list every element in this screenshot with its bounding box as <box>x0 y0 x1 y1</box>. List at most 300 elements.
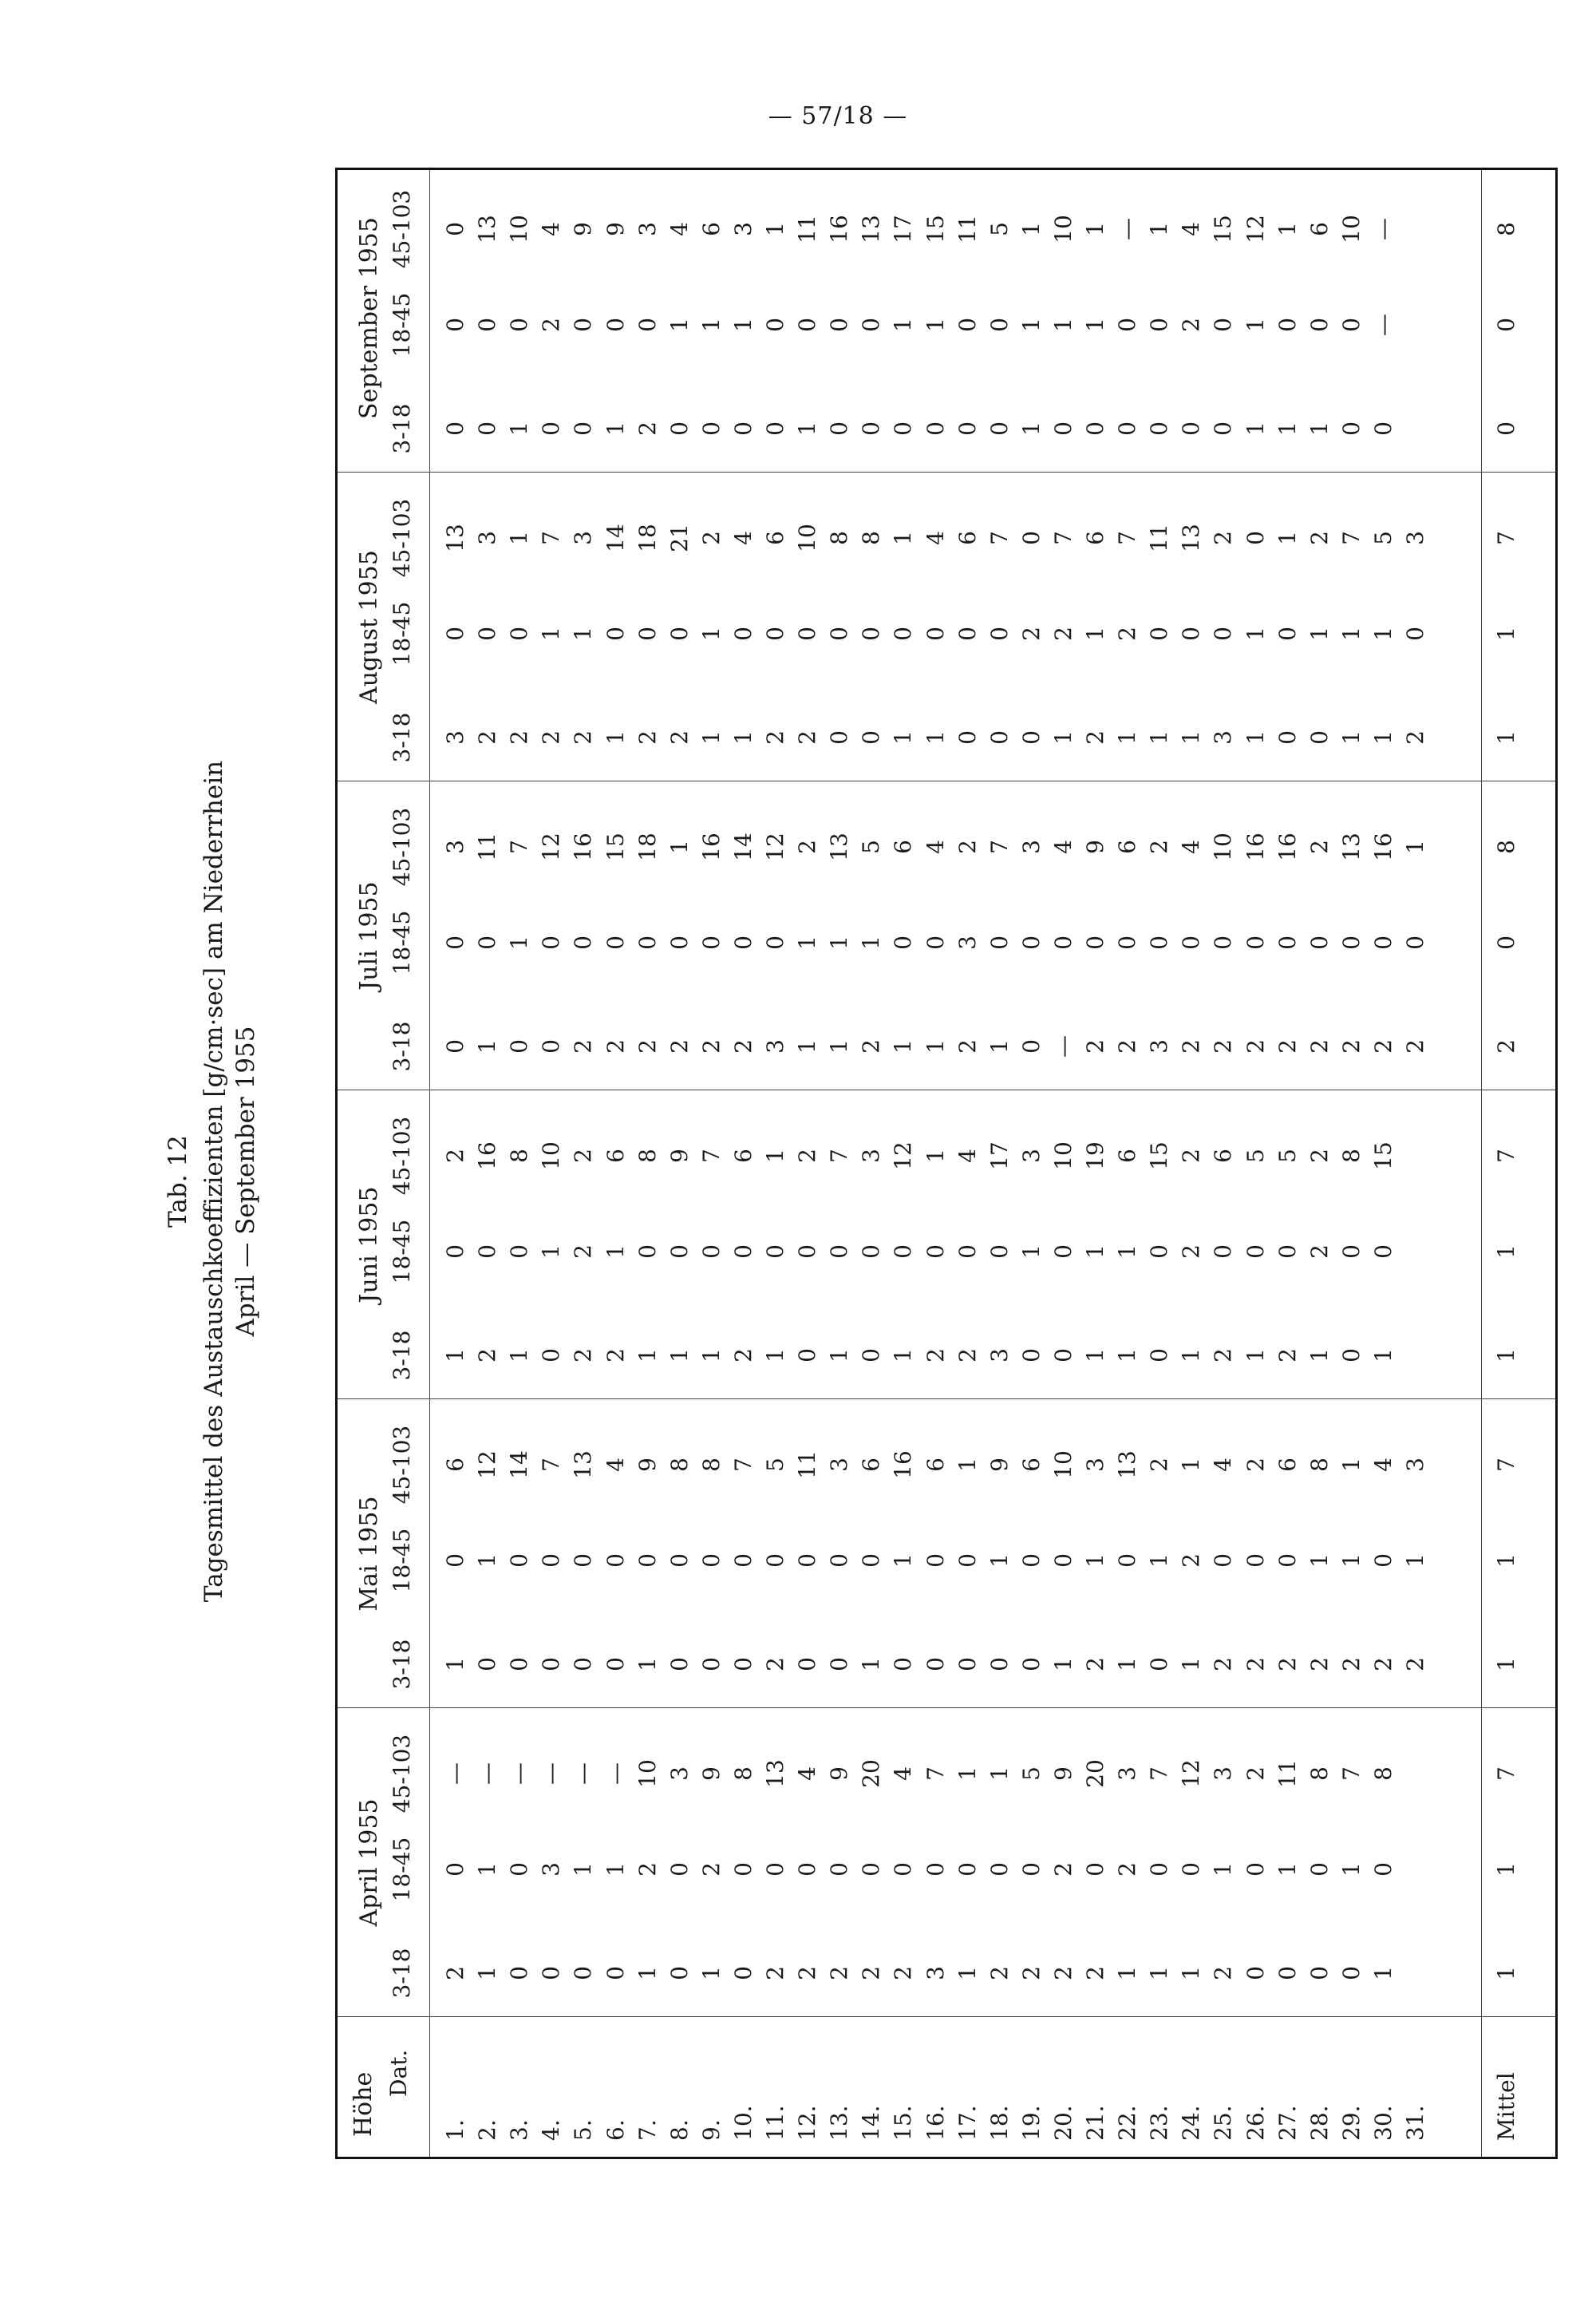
table-cell: 2 <box>634 1039 661 1054</box>
table-cell: 2 <box>1369 1039 1396 1054</box>
table-cell: 3 <box>1402 531 1428 545</box>
table-cell: 0 <box>922 1244 949 1259</box>
table-cell: 1 <box>506 1348 533 1363</box>
table-cell: 2 <box>602 1348 629 1363</box>
table-cell: 1 <box>1178 1458 1205 1472</box>
table-cell: 0 <box>570 421 597 436</box>
table-cell: 0 <box>858 730 885 745</box>
month-header: April 1955 <box>355 1798 383 1927</box>
table-cell: 4 <box>1049 840 1077 854</box>
table-cell: 0 <box>538 421 565 436</box>
table-cell: 0 <box>506 1966 533 1980</box>
table-cell: 0 <box>1049 935 1077 950</box>
table-cell: 0 <box>729 1553 757 1568</box>
table-cell: 1 <box>1114 1244 1141 1259</box>
table-cell: 8 <box>1306 1766 1333 1781</box>
table-cell: 0 <box>634 1553 661 1568</box>
table-cell: 2 <box>1082 1039 1108 1054</box>
table-cell: 6 <box>762 531 788 545</box>
table-cell: 0 <box>634 1244 661 1259</box>
table-cell: 21 <box>666 524 693 552</box>
table-cell: 10 <box>1049 215 1077 243</box>
table-cell: 0 <box>826 730 853 745</box>
mean-cell: 1 <box>1493 730 1519 745</box>
table-cell: 1 <box>634 1348 661 1363</box>
table-cell: 3 <box>666 1766 693 1781</box>
table-cell: 13 <box>1178 524 1205 552</box>
table-cell: — <box>506 1762 533 1785</box>
table-cell: 2 <box>697 1039 725 1054</box>
table-cell: 1 <box>538 627 565 641</box>
table-caption <box>156 168 331 2195</box>
height-subheader: 3-18 <box>389 712 415 763</box>
table-cell: 1 <box>954 1766 981 1781</box>
table-cell: 1 <box>506 531 533 545</box>
table-cell: 1 <box>442 1348 468 1363</box>
date-label: 30. <box>1369 2105 1396 2141</box>
table-cell: 0 <box>1017 730 1045 745</box>
table-cell: 2 <box>1178 318 1205 332</box>
date-label: 15. <box>890 2105 917 2141</box>
table-cell: 1 <box>826 1348 853 1363</box>
table-cell: 0 <box>1337 1348 1365 1363</box>
table-cell: 0 <box>602 318 629 332</box>
table-cell: 0 <box>1178 627 1205 641</box>
header-hoehe: Höhe <box>350 2071 377 2137</box>
table-cell: 9 <box>1049 1766 1077 1781</box>
table-cell: 0 <box>922 1657 949 1671</box>
table-cell: 0 <box>826 318 853 332</box>
table-cell: 3 <box>1017 840 1045 854</box>
table-cell: 2 <box>1146 840 1173 854</box>
table-cell: 0 <box>1210 318 1237 332</box>
table-cell: 2 <box>1306 1039 1333 1054</box>
table-period: April — September 1955 <box>231 1026 260 1337</box>
table-cell: 14 <box>729 833 757 861</box>
table-cell: 0 <box>602 1966 629 1980</box>
table-number: Tab. 12 <box>164 1135 192 1228</box>
table-cell: 0 <box>826 627 853 641</box>
table-cell: 2 <box>442 1966 468 1980</box>
table-cell: 2 <box>1242 1657 1269 1671</box>
mean-cell: 7 <box>1493 1766 1519 1781</box>
table-cell: 0 <box>1274 1244 1301 1259</box>
table-cell: 15 <box>1146 1141 1173 1170</box>
table-cell: — <box>1369 314 1396 336</box>
table-cell: 1 <box>1146 1553 1173 1568</box>
table-cell: 20 <box>1082 1759 1108 1788</box>
table-cell: 0 <box>634 627 661 641</box>
table-cell: 2 <box>1210 1966 1237 1980</box>
table-cell: 0 <box>986 421 1013 436</box>
table-cell: 0 <box>954 1553 981 1568</box>
table-cell: 1 <box>474 1039 501 1054</box>
table-cell: 10 <box>794 524 821 552</box>
table-cell: 1 <box>1178 1657 1205 1671</box>
table-cell: 2 <box>794 730 821 745</box>
table-cell: 2 <box>570 1348 597 1363</box>
table-cell: 0 <box>570 1966 597 1980</box>
table-cell: 1 <box>762 1149 788 1163</box>
table-cell: 2 <box>1210 1039 1237 1054</box>
table-cell: 0 <box>506 318 533 332</box>
table-cell: 16 <box>826 215 853 243</box>
table-cell: 1 <box>1082 318 1108 332</box>
table-cell: 4 <box>922 531 949 545</box>
table-cell: 0 <box>986 1244 1013 1259</box>
table-cell: 0 <box>1178 1862 1205 1877</box>
table-cell: 2 <box>794 1966 821 1980</box>
month-header: September 1955 <box>355 217 383 419</box>
height-subheader: 3-18 <box>389 1021 415 1072</box>
table-cell: 16 <box>697 833 725 861</box>
table-cell: 2 <box>1306 1244 1333 1259</box>
table-cell: 7 <box>697 1149 725 1163</box>
table-cell: 2 <box>634 1862 661 1877</box>
table-cell: 0 <box>697 1553 725 1568</box>
table-cell: 1 <box>1146 730 1173 745</box>
table-cell: 0 <box>954 318 981 332</box>
table-cell: 2 <box>794 1149 821 1163</box>
table-cell: 0 <box>474 935 501 950</box>
height-subheader: 45-103 <box>389 1425 415 1505</box>
table-cell: 0 <box>1337 1966 1365 1980</box>
table-cell: 4 <box>922 840 949 854</box>
table-cell: 1 <box>794 421 821 436</box>
table-cell: 0 <box>762 1244 788 1259</box>
table-cell: 2 <box>1210 1348 1237 1363</box>
table-cell: 1 <box>697 627 725 641</box>
table-cell: 0 <box>762 1553 788 1568</box>
date-label: 23. <box>1146 2105 1173 2141</box>
table-cell: 0 <box>1337 318 1365 332</box>
table-cell: 0 <box>538 1657 565 1671</box>
table-cell: 3 <box>1146 1039 1173 1054</box>
table-cell: 0 <box>442 421 468 436</box>
table-cell: 0 <box>538 1348 565 1363</box>
table-cell: 0 <box>697 1657 725 1671</box>
table-cell: 1 <box>1306 1348 1333 1363</box>
table-cell: 0 <box>602 627 629 641</box>
table-cell: 0 <box>858 627 885 641</box>
table-cell: 16 <box>1369 833 1396 861</box>
table-cell: 0 <box>954 1244 981 1259</box>
mean-cell: 7 <box>1493 1149 1519 1163</box>
table-cell: 0 <box>986 1862 1013 1877</box>
table-cell: 1 <box>1274 222 1301 236</box>
table-cell: 2 <box>1306 1657 1333 1671</box>
table-cell: 16 <box>1274 833 1301 861</box>
table-cell: 0 <box>442 1039 468 1054</box>
table-cell: 2 <box>922 1348 949 1363</box>
table-cell: 2 <box>1178 1553 1205 1568</box>
table-cell: 3 <box>538 1862 565 1877</box>
table-cell: 1 <box>474 1553 501 1568</box>
table-cell: 11 <box>794 215 821 243</box>
table-cell: 13 <box>474 215 501 243</box>
table-cell: 0 <box>474 1244 501 1259</box>
mean-cell: 1 <box>1493 627 1519 641</box>
month-divider <box>338 472 1555 473</box>
table-cell: 2 <box>858 1039 885 1054</box>
table-cell: 0 <box>922 935 949 950</box>
table-cell: 1 <box>762 1348 788 1363</box>
table-cell: 0 <box>666 627 693 641</box>
date-label: 22. <box>1114 2105 1141 2141</box>
table-cell: 10 <box>1337 215 1365 243</box>
table-cell: 1 <box>1369 730 1396 745</box>
table-cell: 2 <box>538 730 565 745</box>
table-cell: 1 <box>634 1657 661 1671</box>
date-label: 11. <box>762 2105 788 2141</box>
height-subheader: 3-18 <box>389 1948 415 1999</box>
table-cell: 1 <box>986 1553 1013 1568</box>
table-cell: 1 <box>986 1766 1013 1781</box>
table-cell: 20 <box>858 1759 885 1788</box>
table-cell: 2 <box>1306 1149 1333 1163</box>
table-cell: 7 <box>1049 531 1077 545</box>
table-cell: 10 <box>1049 1450 1077 1479</box>
table-cell: 0 <box>1337 421 1365 436</box>
table-cell: 1 <box>1017 1244 1045 1259</box>
table-cell: 0 <box>858 1862 885 1877</box>
table-cell: 0 <box>474 1657 501 1671</box>
table-cell: 16 <box>474 1141 501 1170</box>
table-cell: 18 <box>634 833 661 861</box>
table-cell: 5 <box>1369 531 1396 545</box>
rotated-table-block <box>156 168 1519 2195</box>
table-cell: 0 <box>1049 1553 1077 1568</box>
table-cell: 1 <box>697 730 725 745</box>
table-cell: — <box>538 1762 565 1785</box>
table-cell: 9 <box>634 1458 661 1472</box>
table-cell: 1 <box>1337 730 1365 745</box>
table-cell: 0 <box>570 1553 597 1568</box>
table-cell: 1 <box>1369 1348 1396 1363</box>
table-cell: 1 <box>474 1966 501 1980</box>
table-cell: 1 <box>1274 1862 1301 1877</box>
table-cell: 9 <box>666 1149 693 1163</box>
table-cell: 1 <box>1306 1553 1333 1568</box>
table-cell: — <box>1114 218 1141 240</box>
table-cell: 1 <box>506 421 533 436</box>
table-cell: 6 <box>729 1149 757 1163</box>
table-cell: 3 <box>1114 1766 1141 1781</box>
date-label: 9. <box>697 2119 725 2141</box>
table-cell: 6 <box>1306 222 1333 236</box>
table-cell: 6 <box>922 1458 949 1472</box>
date-label: 18. <box>986 2105 1013 2141</box>
table-cell: 2 <box>1082 1657 1108 1671</box>
table-cell: 0 <box>794 1348 821 1363</box>
table-cell: 2 <box>442 1149 468 1163</box>
table-cell: 2 <box>1017 1966 1045 1980</box>
table-cell: 0 <box>858 421 885 436</box>
date-label: 6. <box>602 2119 629 2141</box>
table-cell: 8 <box>697 1458 725 1472</box>
table-cell: 0 <box>794 627 821 641</box>
table-cell: 0 <box>1242 531 1269 545</box>
table-cell: 0 <box>442 1244 468 1259</box>
table-cell: — <box>1049 1035 1077 1058</box>
table-cell: 6 <box>890 840 917 854</box>
table-cell: 2 <box>986 1966 1013 1980</box>
table-cell: 0 <box>762 935 788 950</box>
table-cell: 1 <box>1242 421 1269 436</box>
table-cell: 11 <box>474 833 501 861</box>
table-cell: 2 <box>1306 531 1333 545</box>
table-cell: 1 <box>570 1862 597 1877</box>
table-cell: 11 <box>1274 1759 1301 1788</box>
table-cell: 2 <box>1274 1039 1301 1054</box>
table-cell: — <box>570 1762 597 1785</box>
table-cell: 0 <box>570 318 597 332</box>
table-cell: 1 <box>890 318 917 332</box>
table-cell: 0 <box>1274 627 1301 641</box>
table-cell: 9 <box>570 222 597 236</box>
table-cell: 1 <box>1017 222 1045 236</box>
data-table <box>335 168 1558 2159</box>
table-cell: 0 <box>1049 1348 1077 1363</box>
date-label: 21. <box>1082 2105 1108 2141</box>
table-cell: — <box>602 1762 629 1785</box>
table-cell: 0 <box>1274 1553 1301 1568</box>
table-cell: 7 <box>538 1458 565 1472</box>
table-cell: 0 <box>922 1862 949 1877</box>
table-cell: 0 <box>922 1553 949 1568</box>
table-cell: 1 <box>1337 1553 1365 1568</box>
table-cell: 1 <box>1178 1966 1205 1980</box>
table-cell: 0 <box>1017 1039 1045 1054</box>
table-cell: 0 <box>826 421 853 436</box>
table-cell: 0 <box>506 1039 533 1054</box>
table-cell: 2 <box>1049 627 1077 641</box>
table-cell: 1 <box>666 318 693 332</box>
table-cell: 1 <box>1082 1553 1108 1568</box>
table-cell: 1 <box>1274 531 1301 545</box>
table-cell: 2 <box>1114 1039 1141 1054</box>
table-cell: 1 <box>1049 730 1077 745</box>
table-cell: 1 <box>1210 1862 1237 1877</box>
mittel-label: Mittel <box>1493 2072 1519 2141</box>
table-cell: 4 <box>794 1766 821 1781</box>
table-cell: 0 <box>954 1657 981 1671</box>
date-label: 8. <box>666 2119 693 2141</box>
table-cell: 6 <box>954 531 981 545</box>
table-cell: 0 <box>954 627 981 641</box>
date-label: 4. <box>538 2119 565 2141</box>
date-label: 2. <box>474 2119 501 2141</box>
table-cell: 1 <box>602 730 629 745</box>
table-cell: 3 <box>570 531 597 545</box>
table-cell: 8 <box>1369 1766 1396 1781</box>
table-cell: 0 <box>1274 318 1301 332</box>
table-cell: 7 <box>1114 531 1141 545</box>
table-cell: 10 <box>506 215 533 243</box>
table-cell: 0 <box>1114 1553 1141 1568</box>
table-cell: 12 <box>890 1141 917 1170</box>
table-cell: 2 <box>826 1966 853 1980</box>
table-cell: 3 <box>986 1348 1013 1363</box>
table-cell: 0 <box>442 222 468 236</box>
table-cell: 0 <box>1146 1657 1173 1671</box>
table-cell: 6 <box>697 222 725 236</box>
table-cell: 6 <box>1114 840 1141 854</box>
table-cell: 0 <box>1242 1966 1269 1980</box>
table-cell: 0 <box>1146 421 1173 436</box>
mean-cell: 8 <box>1493 222 1519 236</box>
table-cell: 8 <box>506 1149 533 1163</box>
table-cell: 1 <box>1049 318 1077 332</box>
table-cell: 3 <box>826 1458 853 1472</box>
table-cell: 1 <box>697 1966 725 1980</box>
table-cell: 10 <box>538 1141 565 1170</box>
date-label: 19. <box>1017 2105 1045 2141</box>
table-cell: 0 <box>986 730 1013 745</box>
table-cell: 1 <box>858 935 885 950</box>
mean-cell: 1 <box>1493 1862 1519 1877</box>
table-cell: 0 <box>858 1553 885 1568</box>
table-cell: 1 <box>1178 730 1205 745</box>
table-cell: 2 <box>1082 730 1108 745</box>
table-cell: 0 <box>794 1553 821 1568</box>
table-cell: 2 <box>1114 627 1141 641</box>
table-cell: 0 <box>890 627 917 641</box>
table-cell: 1 <box>922 1149 949 1163</box>
table-cell: 6 <box>1017 1458 1045 1472</box>
table-cell: 7 <box>538 531 565 545</box>
mean-cell: 0 <box>1493 935 1519 950</box>
table-cell: 0 <box>1369 1862 1396 1877</box>
height-subheader: 45-103 <box>389 1734 415 1814</box>
month-header: Mai 1955 <box>355 1496 383 1612</box>
table-cell: 3 <box>1402 1458 1428 1472</box>
table-cell: 2 <box>602 1039 629 1054</box>
table-cell: 1 <box>1402 1553 1428 1568</box>
table-cell: 13 <box>442 524 468 552</box>
table-cell: 4 <box>666 222 693 236</box>
mean-cell: 7 <box>1493 1458 1519 1472</box>
date-label: 13. <box>826 2105 853 2141</box>
table-cell: 7 <box>1337 531 1365 545</box>
height-subheader: 18-45 <box>389 292 415 358</box>
table-cell: 3 <box>1017 1149 1045 1163</box>
table-cell: 2 <box>1178 1244 1205 1259</box>
table-cell: 0 <box>1017 935 1045 950</box>
height-subheader: 3-18 <box>389 1639 415 1690</box>
table-cell: 0 <box>442 935 468 950</box>
table-cell: 0 <box>1210 1553 1237 1568</box>
table-cell: 2 <box>474 1348 501 1363</box>
table-cell: 2 <box>1402 1657 1428 1671</box>
table-cell: 0 <box>1402 627 1428 641</box>
table-cell: 1 <box>1242 318 1269 332</box>
table-cell: 3 <box>1210 1766 1237 1781</box>
table-cell: 3 <box>442 840 468 854</box>
table-cell: 0 <box>570 1657 597 1671</box>
table-cell: 2 <box>890 1966 917 1980</box>
table-cell: 5 <box>858 840 885 854</box>
table-cell: 17 <box>986 1141 1013 1170</box>
table-cell: 0 <box>442 318 468 332</box>
table-cell: 1 <box>826 935 853 950</box>
table-cell: 9 <box>1082 840 1108 854</box>
header-divider <box>429 170 430 2157</box>
table-cell: 6 <box>1114 1149 1141 1163</box>
table-cell: 3 <box>954 935 981 950</box>
table-cell: 0 <box>954 421 981 436</box>
height-subheader: 45-103 <box>389 1116 415 1196</box>
